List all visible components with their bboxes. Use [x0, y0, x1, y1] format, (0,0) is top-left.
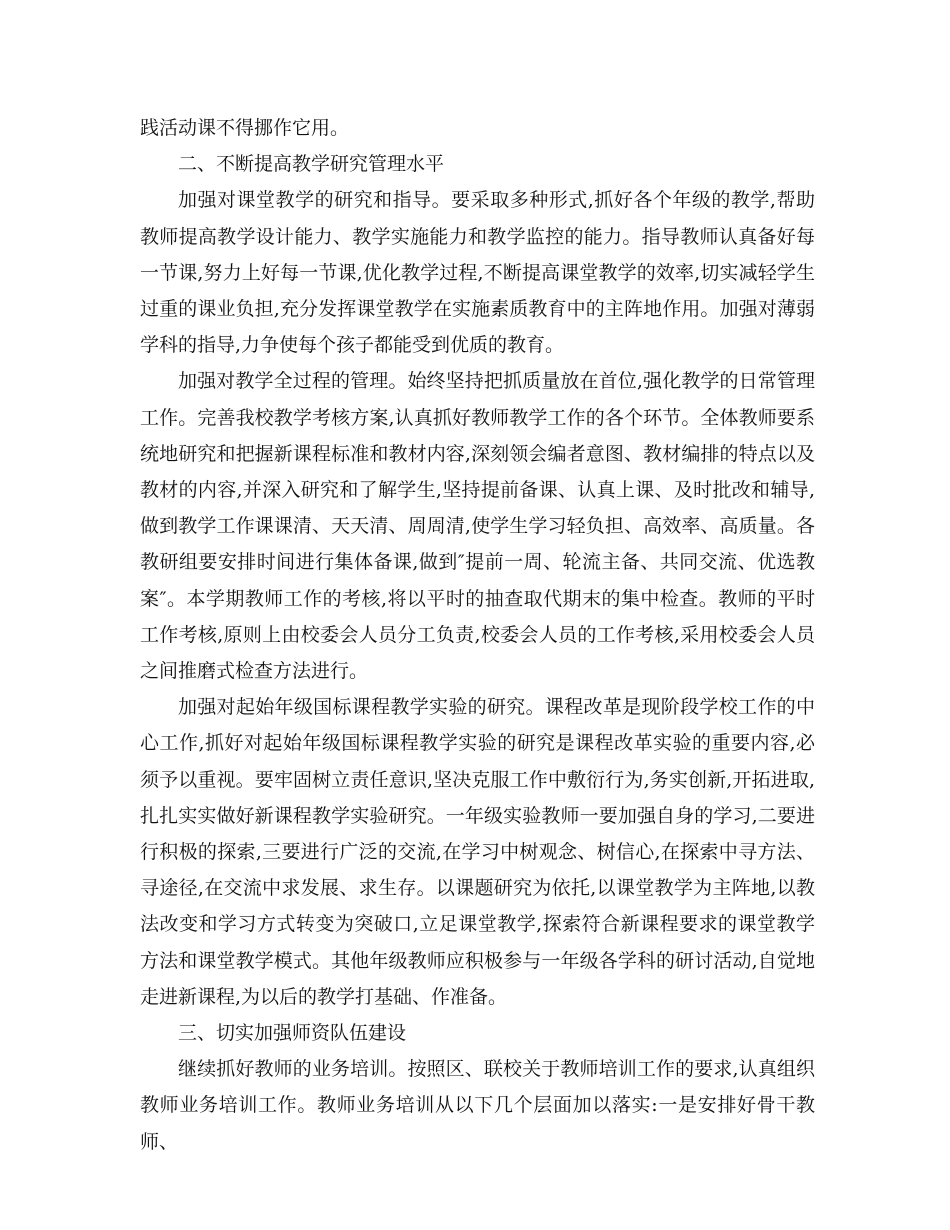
paragraph-curriculum-experiment: 加强对起始年级国标课程教学实验的研究。课程改革是现阶段学校工作的中心工作,抓好对起始年级国标课程教学实验的研究是课程改革实验的重要内容,必须予以重视。要牢固树立责任意识,坚决克服工作中敷衍行为,务实创新,开拓进取,扎扎实实做好新课程教学实验研究。一年级实验教师一要加强自身的学习,二要进行积极的探索,三要进行广泛的交流,在学习中树观念、树信心,在探索中寻方法、寻途径,在交流中求发展、求生存。以课题研究为依托,以课堂教学为主阵地,以教法改变和学习方式转变为突破口,立足课堂教学,探索符合新课程要求的课堂教学方法和课堂教学模式。其他年级教师应积极参与一年级各学科的研讨活动,自觉地走进新课程,为以后的教学打基础、作准备。 — [140, 696, 815, 1008]
section-heading-2: 二、不断提高教学研究管理水平 — [178, 153, 445, 176]
paragraph-continuation: 践活动课不得挪作它用。 — [140, 117, 350, 139]
paragraph-teacher-training: 继续抓好教师的业务培训。按照区、联校关于教师培训工作的要求,认真组织教师业务培训工作。教师业务培训从以下几个层面加以落实:一是安排好骨干教师、 — [140, 1058, 815, 1153]
paragraph-teaching-management: 加强对教学全过程的管理。始终坚持把抓质量放在首位,强化教学的日常管理工作。完善我校教学考核方案,认真抓好教师教学工作的各个环节。全体教师要系统地研究和把握新课程标准和教材内容,深刻领会编者意图、教材编排的特点以及教材的内容,并深入研究和了解学生,坚持提前备课、认真上课、及时批改和辅导,做到教学工作课课清、天天清、周周清,使学生学习轻负担、高效率、高质量。各教研组要安排时间进行集体备课,做到″提前一周、轮流主备、共同交流、优选教案″。本学期教师工作的考核,将以平时的抽查取代期末的集中检查。教师的平时工作考核,原则上由校委会人员分工负责,校委会人员的工作考核,采用校委会人员之间推磨式检查方法进行。 — [140, 370, 815, 683]
document-body — [140, 110, 815, 1160]
paragraph-classroom-teaching: 加强对课堂教学的研究和指导。要采取多种形式,抓好各个年级的教学,帮助教师提高教学设计能力、教学实施能力和教学监控的能力。指导教师认真备好每一节课,努力上好每一节课,优化教学过程,不断提高课堂教学的效率,切实减轻学生过重的课业负担,充分发挥课堂教学在实施素质教育中的主阵地作用。加强对薄弱学科的指导,力争使每个孩子都能受到优质的教育。 — [140, 189, 815, 357]
section-heading-3: 三、切实加强师资队伍建设 — [178, 1022, 407, 1045]
